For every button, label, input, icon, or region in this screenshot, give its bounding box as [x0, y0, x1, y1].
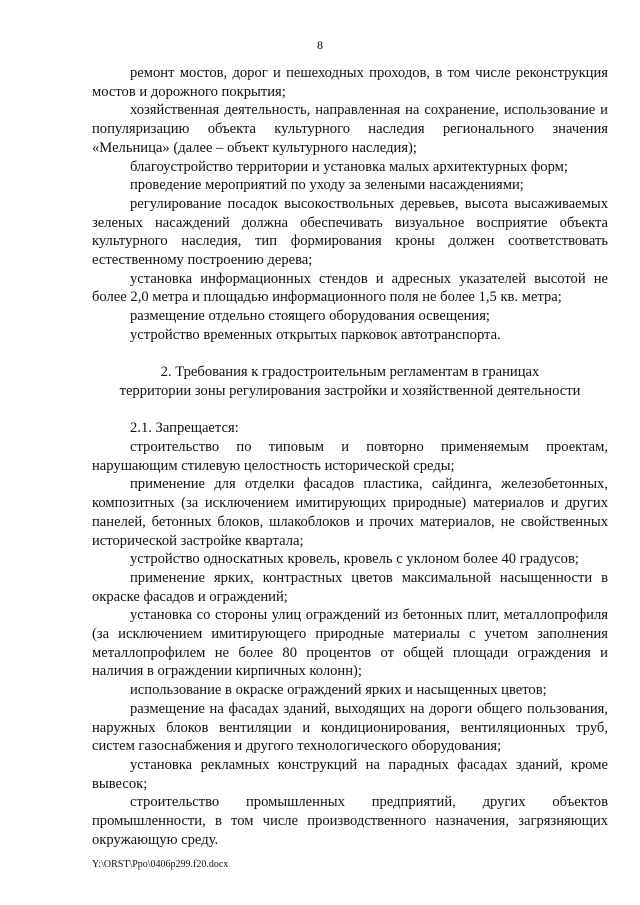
- footer-file-path: Y:\ORST\Ppo\0406p299.f20.docx: [92, 859, 229, 870]
- paragraph: ремонт мостов, дорог и пешеходных проходов, в том числе реконструкция мостов и дорожного покрытия;: [92, 65, 608, 100]
- spacer: [92, 401, 608, 420]
- paragraph: установка рекламных конструкций на парадных фасадах зданий, кроме вывесок;: [92, 756, 608, 792]
- paragraph: установка информационных стендов и адресных указателей высотой не более 2,0 метра и площадью информационного поля не более 1,5 кв. метра;: [92, 270, 608, 306]
- paragraph: устройство односкатных кровель, кровель с уклоном более 40 градусов;: [130, 551, 579, 568]
- subsection-title: 2.1. Запрещается:: [130, 420, 239, 437]
- paragraph: установка со стороны улиц ограждений из бетонных плит, металлопрофиля (за исключением имитирующего природные материалы с учетом заполнения металлопрофилем не более 80 процентов от общей площади ограждения и наличия в ограждении кирпичных колонн);: [92, 607, 608, 680]
- section-heading-line-1: 2. Требования к градостроительным регламентам в границах: [160, 364, 540, 381]
- paragraph: регулирование посадок высокоствольных деревьев, высота высаживаемых зеленых насаждений должна обеспечивать визуальное восприятие объекта культурного наследия, тип формирования кроны должен соответствовать естественному построению дерева;: [92, 195, 608, 269]
- document-body: [92, 64, 608, 850]
- paragraph: строительство промышленных предприятий, других объектов промышленности, в том числе производственного назначения, загрязняющих окружающую среду.: [92, 794, 608, 848]
- paragraph: благоустройство территории и установка малых архитектурных форм;: [130, 158, 568, 175]
- paragraph: проведение мероприятий по уходу за зелеными насаждениями;: [130, 177, 524, 194]
- paragraph: размещение отдельно стоящего оборудования освещения;: [130, 308, 490, 325]
- paragraph: применение для отделки фасадов пластика, сайдинга, железобетонных, композитных (за исключением имитирующих природные) материалов и других панелей, бетонных блоков, шлакоблоков и прочих материалов, не свойственных исторической застройке квартала;: [92, 476, 608, 549]
- page-number: 8: [317, 38, 323, 52]
- section-heading-line-2: территории зоны регулирования застройки и хозяйственной деятельности: [119, 382, 581, 399]
- paragraph: строительство по типовым и повторно применяемым проектам, нарушающим стилевую целостность исторической среды;: [92, 439, 608, 474]
- paragraph: устройство временных открытых парковок автотранспорта.: [130, 326, 501, 343]
- paragraph: размещение на фасадах зданий, выходящих на дороги общего пользования, наружных блоков вентиляции и кондиционирования, вентиляционных труб, систем газоснабжения и другого технологического оборудования;: [92, 700, 608, 755]
- spacer: [92, 345, 608, 364]
- paragraph: применение ярких, контрастных цветов максимальной насыщенности в окраске фасадов и ограждений;: [92, 569, 608, 605]
- paragraph: хозяйственная деятельность, направленная на сохранение, использование и популяризацию объекта культурного наследия регионального значения «Мельница» (далее – объект культурного наследия);: [92, 102, 608, 156]
- paragraph: использование в окраске ограждений ярких и насыщенных цветов;: [130, 682, 547, 699]
